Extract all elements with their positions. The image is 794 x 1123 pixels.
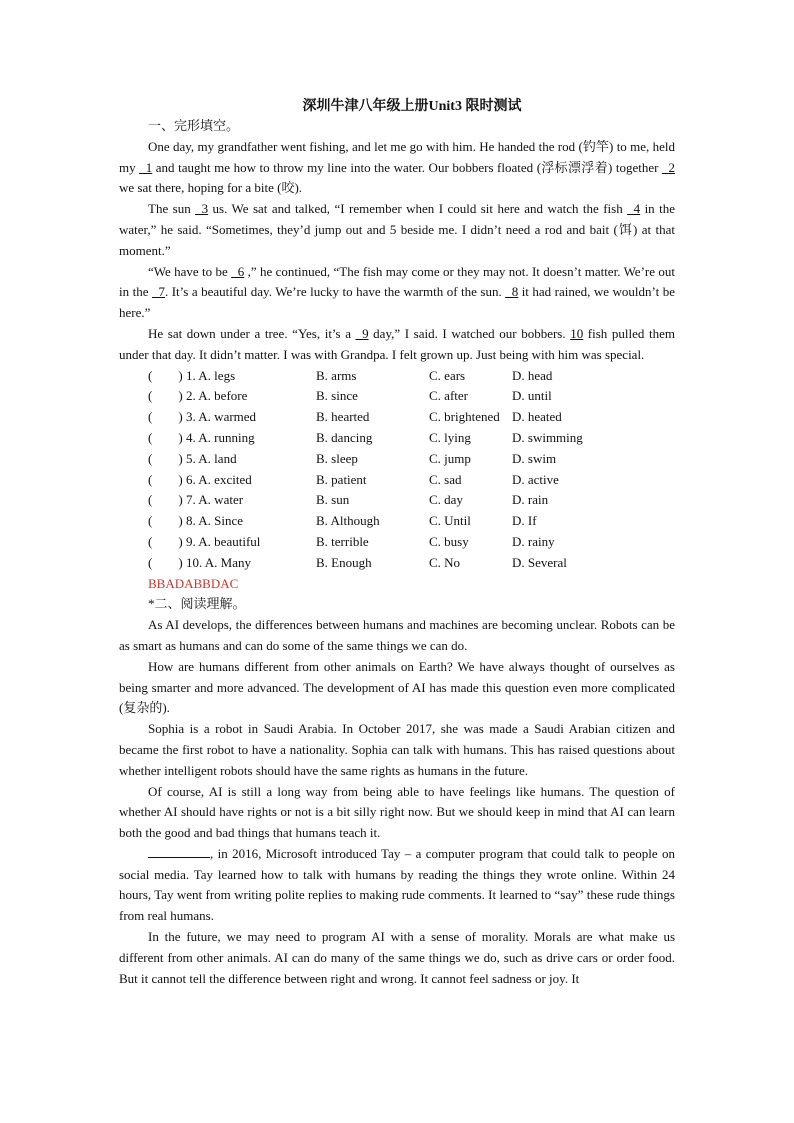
option-c: C. day [429, 492, 463, 508]
question-row [119, 511, 675, 532]
question-row [119, 386, 675, 407]
question-options-list [119, 366, 675, 574]
option-d: D. swimming [512, 429, 583, 445]
option-a-text: A. excited [198, 471, 252, 487]
question-row [119, 470, 675, 491]
text-run: us. We sat and talked, “I remember when I could sit here and watch the fish [208, 201, 628, 217]
question-number: 9. [186, 533, 196, 549]
answer-bracket[interactable]: ( ) [148, 554, 183, 570]
text-run: it had rained, we wouldn’t be here.” [119, 284, 676, 321]
text-run: He sat down under a tree. “Yes, it’s a [148, 325, 356, 341]
question-number: 3. [186, 409, 196, 425]
reading-paragraph-2: How are humans different from other animals on Earth? We have always thought of ourselves as being smarter and more advanced. The development of AI has made this question even more complicated (复杂的). [119, 658, 675, 716]
passage-paragraph-2 [119, 199, 675, 261]
option-a [186, 511, 316, 532]
option-c: C. brightened [429, 409, 500, 425]
text-run: and taught me how to throw my line into the water. Our bobbers floated (浮标漂浮着) together [152, 159, 662, 175]
option-d: D. If [512, 513, 537, 529]
option-d: D. rain [512, 492, 549, 508]
blank-3: _3 [195, 201, 209, 217]
option-b: B. arms [316, 367, 357, 383]
option-a-text: A. warmed [198, 409, 257, 425]
option-c: C. busy [429, 533, 469, 549]
option-d: D. swim [512, 450, 557, 466]
question-row [119, 366, 675, 387]
option-d: D. heated [512, 409, 562, 425]
passage-paragraph-3 [119, 262, 675, 324]
option-a-text: A. land [198, 450, 237, 466]
text-run: ,” he continued, “The fish may come or they may not. It doesn’t matter. We’re out in the [119, 263, 675, 300]
question-row [119, 532, 675, 553]
question-number: 10. [186, 554, 203, 570]
option-b: B. sleep [316, 450, 358, 466]
question-row [119, 428, 675, 449]
option-b: B. Enough [316, 554, 372, 570]
question-number: 5. [186, 450, 196, 466]
question-number: 8. [186, 513, 196, 529]
blank-9: _9 [355, 325, 369, 341]
question-row [119, 407, 675, 428]
option-c: C. sad [429, 471, 462, 487]
option-a [186, 490, 316, 511]
reading-paragraph-6: In the future, we may need to program AI with a sense of morality. Morals are what make us different from other animals. AI can do many of the same things we do, such as drive cars or order food. But it cannot tell the difference between right and wrong. It cannot feel sadness or joy. It [119, 929, 675, 986]
option-c: C. jump [429, 450, 471, 466]
option-a [186, 366, 316, 387]
answer-bracket[interactable]: ( ) [148, 409, 183, 425]
reading-paragraph-5 [119, 844, 675, 927]
option-d: D. active [512, 471, 559, 487]
option-b: B. hearted [316, 409, 370, 425]
blank-10: 10 [570, 325, 584, 341]
answer-key: BBADABBDAC [148, 575, 239, 591]
option-b: B. since [316, 388, 358, 404]
option-b: B. Although [316, 513, 380, 529]
option-c: C. ears [429, 367, 466, 383]
option-b: B. patient [316, 471, 367, 487]
option-b: B. dancing [316, 429, 373, 445]
option-a [186, 449, 316, 470]
option-a [186, 470, 316, 491]
option-a [186, 553, 316, 574]
option-a [186, 532, 316, 553]
option-a [186, 428, 316, 449]
option-a-text: A. beautiful [198, 533, 261, 549]
question-number: 1. [186, 367, 196, 383]
blank-7: _7 [151, 284, 165, 300]
blank-1: _1 [139, 159, 153, 175]
text-run: One day, my grandfather went fishing, and let me go with him. He handed the rod (钓竿) to me, held my [119, 138, 675, 175]
answer-bracket[interactable]: ( ) [148, 388, 183, 404]
text-run: “We have to be [148, 263, 232, 279]
option-c: C. after [429, 388, 468, 404]
question-number: 2. [186, 388, 196, 404]
option-a-text: A. before [198, 388, 248, 404]
option-a-text: A. Since [198, 513, 244, 529]
option-a [186, 407, 316, 428]
option-d: D. head [512, 367, 553, 383]
option-a-text: A. legs [198, 367, 236, 383]
text-run: in the water,” he said. “Sometimes, they’d jump out and 5 beside me. I didn’t need a rod and bait (饵) at that moment.” [119, 201, 675, 258]
text-run: , in 2016, Microsoft introduced Tay – a computer program that could talk to people on social media. Tay learned how to talk with humans by reading the things they wrote online. Within 24 hours, Tay went from writing polite replies to making rude comments. It learned to “say” these rude things from real humans. [119, 845, 675, 924]
option-a [186, 386, 316, 407]
question-number: 7. [186, 492, 196, 508]
question-row [119, 449, 675, 470]
text-run: The sun [148, 201, 196, 217]
page-title: 深圳牛津八年级上册Unit3 限时测试 [302, 99, 522, 114]
passage-paragraph-1 [119, 137, 675, 199]
option-a-text: A. running [198, 429, 255, 445]
answer-bracket[interactable]: ( ) [148, 492, 183, 508]
section2-heading: *二、阅读理解。 [148, 596, 246, 612]
text-run: fish pulled them under that day. It didn’t matter. I was with Grandpa. I felt grown up. Just being with him was special. [119, 325, 675, 362]
option-c: C. Until [429, 513, 471, 529]
answer-bracket[interactable]: ( ) [148, 429, 183, 445]
option-b: B. sun [316, 492, 350, 508]
text-run: day,” I said. I watched our bobbers. [368, 325, 571, 341]
blank-8: _8 [505, 284, 519, 300]
option-d: D. rainy [512, 533, 555, 549]
answer-blank[interactable] [148, 844, 210, 858]
answer-bracket[interactable]: ( ) [148, 513, 183, 529]
option-b: B. terrible [316, 533, 369, 549]
blank-4: _4 [627, 201, 641, 217]
question-row [119, 490, 675, 511]
passage-paragraph-4 [119, 324, 675, 366]
option-d: D. Several [512, 554, 567, 570]
answer-bracket[interactable]: ( ) [148, 533, 183, 549]
blank-6: _6 [231, 263, 245, 279]
answer-bracket[interactable]: ( ) [148, 450, 183, 466]
option-c: C. lying [429, 429, 471, 445]
text-run: . It’s a beautiful day. We’re lucky to have the warmth of the sun. [164, 284, 506, 300]
answer-bracket[interactable]: ( ) [148, 471, 183, 487]
reading-paragraph-1: As AI develops, the differences between humans and machines are becoming unclear. Robots can be as smart as humans and can do some of the same things we can do. [119, 617, 675, 653]
text-run: we sat there, hoping for a bite (咬). [119, 180, 303, 196]
section1-heading: 一、完形填空。 [148, 118, 240, 133]
option-a-text: A. Many [204, 554, 252, 570]
document-page [119, 98, 675, 989]
question-number: 6. [186, 471, 196, 487]
option-a-text: A. water [198, 492, 244, 508]
reading-paragraph-3: Sophia is a robot in Saudi Arabia. In October 2017, she was made a Saudi Arabian citizen and became the first robot to have a nationality. Sophia can talk with humans. This has raised questions about whether intelligent robots should have the same rights as humans in the future. [119, 721, 675, 778]
question-row [119, 553, 675, 574]
answer-bracket[interactable]: ( ) [148, 367, 183, 383]
reading-paragraph-4: Of course, AI is still a long way from being able to have feelings like humans. The question of whether AI should have rights or not is a bit silly right now. But we should keep in mind that AI can learn both the good and bad things that humans teach it. [119, 783, 675, 841]
blank-2: _2 [662, 159, 675, 175]
question-number: 4. [186, 429, 196, 445]
option-c: C. No [429, 554, 461, 570]
option-d: D. until [512, 388, 552, 404]
